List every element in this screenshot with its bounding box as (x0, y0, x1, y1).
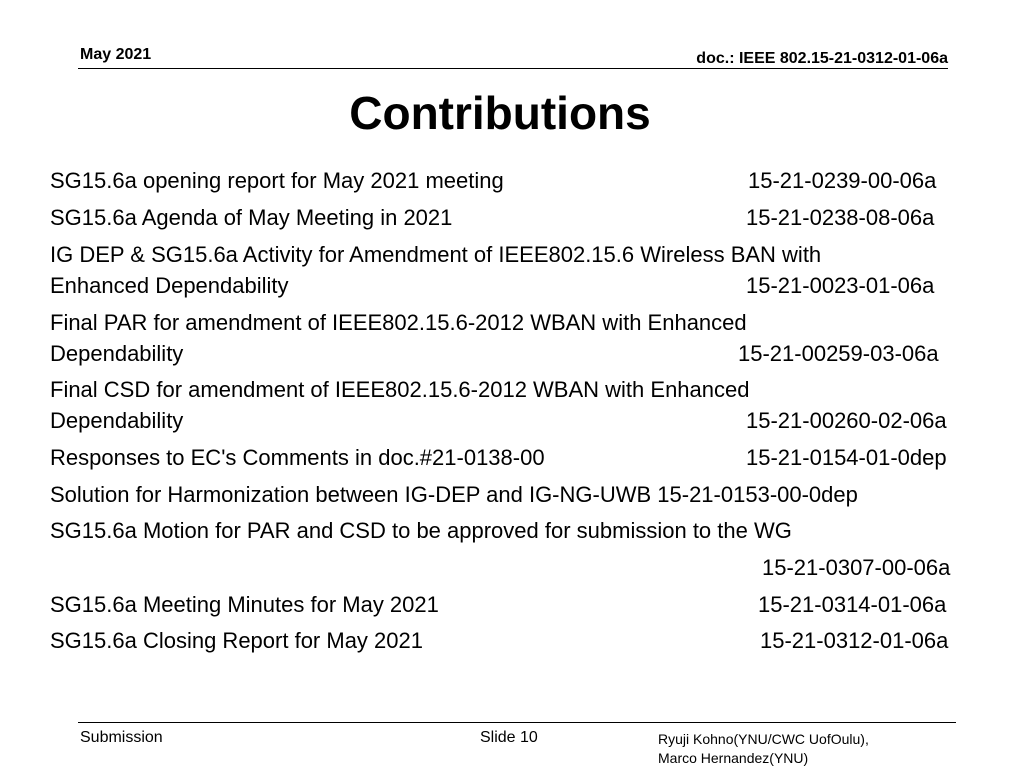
footer-slide-number: Slide 10 (480, 729, 538, 746)
item-text: SG15.6a opening report for May 2021 meeting (50, 168, 504, 193)
footer-author-line1: Ryuji Kohno(YNU/CWC UofOulu), (658, 731, 869, 747)
item-text-cont: Dependability (50, 341, 184, 366)
item-doc: 15-21-0312-01-06a (760, 628, 949, 653)
item-text: SG15.6a Meeting Minutes for May 2021 (50, 592, 439, 617)
item-text: IG DEP & SG15.6a Activity for Amendment of IEEE802.15.6 Wireless BAN with (50, 242, 822, 267)
item-doc: 15-21-00260-02-06a (746, 408, 947, 433)
item-doc: 15-21-0239-00-06a (748, 168, 937, 193)
header-rule (78, 68, 948, 69)
header-date: May 2021 (80, 46, 152, 63)
item-doc: 15-21-0314-01-06a (758, 592, 947, 617)
item-text: Final CSD for amendment of IEEE802.15.6-2012 WBAN with Enhanced (50, 377, 750, 402)
item-doc: 15-21-0023-01-06a (746, 273, 935, 298)
header-doc-id: doc.: IEEE 802.15-21-0312-01-06a (696, 50, 948, 67)
item-text-cont: Enhanced Dependability (50, 273, 289, 298)
item-text: Responses to EC's Comments in doc.#21-0138-00 (50, 445, 545, 470)
item-text-cont: Dependability (50, 408, 184, 433)
footer-submission: Submission (80, 729, 163, 746)
item-doc: 15-21-0154-01-0dep (746, 445, 947, 470)
item-text: Solution for Harmonization between IG-DEP and IG-NG-UWB 15-21-0153-00-0dep (50, 482, 858, 507)
item-text: SG15.6a Agenda of May Meeting in 2021 (50, 205, 453, 230)
item-doc: 15-21-0238-08-06a (746, 205, 935, 230)
item-text: SG15.6a Closing Report for May 2021 (50, 628, 423, 653)
item-doc: 15-21-00259-03-06a (738, 341, 939, 366)
item-doc: 15-21-0307-00-06a (762, 555, 951, 580)
slide-title: Contributions (349, 87, 651, 139)
item-text: Final PAR for amendment of IEEE802.15.6-2012 WBAN with Enhanced (50, 310, 747, 335)
item-text: SG15.6a Motion for PAR and CSD to be approved for submission to the WG (50, 518, 792, 543)
footer-rule (78, 722, 956, 723)
footer-author-line2: Marco Hernandez(YNU) (658, 750, 809, 766)
